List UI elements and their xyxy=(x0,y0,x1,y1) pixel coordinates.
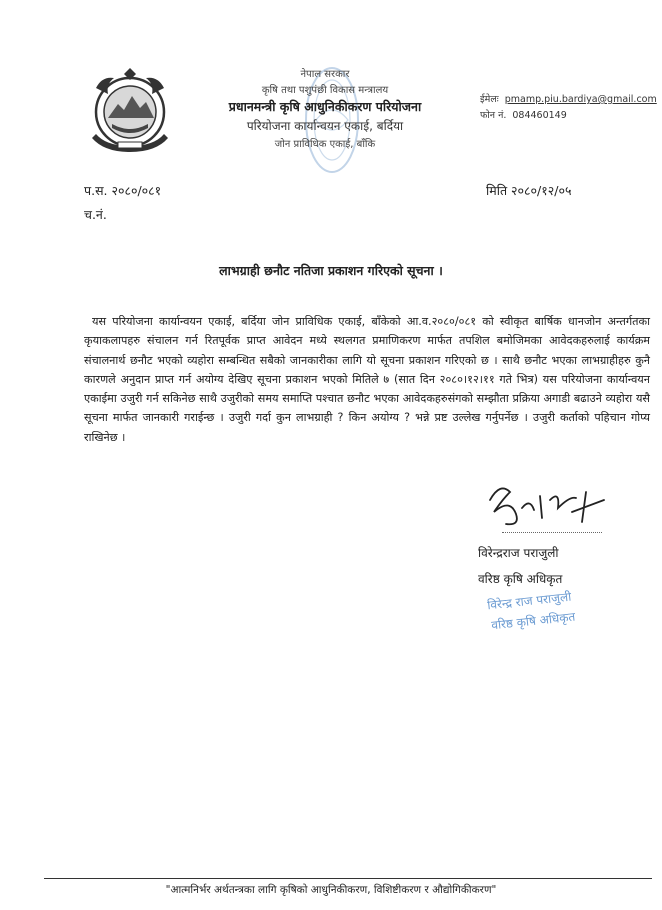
email-link[interactable]: pmamp.piu.bardiya@gmail.com xyxy=(504,94,657,105)
dispatch-number: च.नं. xyxy=(84,207,107,222)
header-project: प्रधानमन्त्री कृषि आधुनिकीकरण परियोजना xyxy=(228,99,422,114)
notice-subject: लाभग्राही छनौट नतिजा प्रकाशन गरिएको सूचना । xyxy=(219,263,443,278)
name-stamp-line1: विरेन्द्र राज पराजुली xyxy=(486,589,572,613)
header-govt: नेपाल सरकार xyxy=(300,69,350,80)
letter-number: प.स. २०८०/०८१ xyxy=(84,183,162,198)
name-stamp-line2: वरिष्ठ कृषि अधिकृत xyxy=(490,609,576,633)
header-unit: परियोजना कार्यान्वयन एकाई, बर्दिया xyxy=(246,119,404,133)
footer-divider xyxy=(44,878,652,879)
footer-slogan: "आत्मनिर्भर अर्थतन्त्रका लागि कृषिको आधुनिकीकरण, विशिष्टीकरण र औद्योगिकीकरण" xyxy=(165,884,497,896)
letter-date: मिति २०८०/१२/०५ xyxy=(486,183,572,198)
header-zone: जोन प्राविधिक एकाई, बाँकि xyxy=(274,139,376,150)
contact-phone-row xyxy=(480,108,567,121)
signatory-title: वरिष्ठ कृषि अधिकृत xyxy=(478,572,563,586)
notice-body: यस परियोजना कार्यान्वयन एकाई, बर्दिया जोन प्राविधिक एकाई, बाँकेको आ.व.२०८०/०८१ को स्वीकृत बार्षिक धानजोन अन्तर्गतका कृयाकलापहरु संचालन गर्न रितपूर्वक प्राप्त आवेदन मध्ये स्थलगत प्रमाणिकरण मार्फत तपशिल बमोजिमका आवेदकहरुलाई कार्यक्रम संचालनार्थ छनौट भएको व्यहोरा सम्बन्धित सबैको जानकारीका लागि यो सूचना प्रकाशन गरिएको छ । साथै छनौट भएका लाभग्राहीहरु कुनै कारणले अनुदान प्राप्त गर्न अयोग्य देखिए सूचना प्रकाशन भएको मितिले ७ (सात दिन २०८०।१२।११ गते भित्र) यस परियोजना कार्यान्वयन एकाईमा उजुरी गर्न सकिनेछ साथै उजुरीको समय समाप्ति पश्चात छनौट भएका आवेदकहरुसंगको सम्झौता प्रक्रिया अगाडी बढाउने व्यहोरा यसै सूचना मार्फत जानकारी गराईन्छ । उजुरी गर्दा कुन लाभग्राही ? किन अयोग्य ? भन्ने प्रष्ट उल्लेख गर्नुपर्नेछ । उजुरी कर्ताको पहिचान गोप्य राखिनेछ । xyxy=(84,315,650,444)
contact-email-row xyxy=(480,92,657,105)
phone-label: फोन नं. xyxy=(480,110,507,121)
signature-icon xyxy=(480,478,610,534)
header-ministry: कृषि तथा पशुपंछी विकास मन्त्रालय xyxy=(261,85,389,96)
email-label: ईमेलः xyxy=(480,94,499,105)
nepal-emblem-icon xyxy=(84,68,176,154)
phone-number: 084460149 xyxy=(512,110,567,121)
signatory-name: विरेन्द्रराज पराजुली xyxy=(478,546,559,560)
signature-line xyxy=(502,532,602,533)
